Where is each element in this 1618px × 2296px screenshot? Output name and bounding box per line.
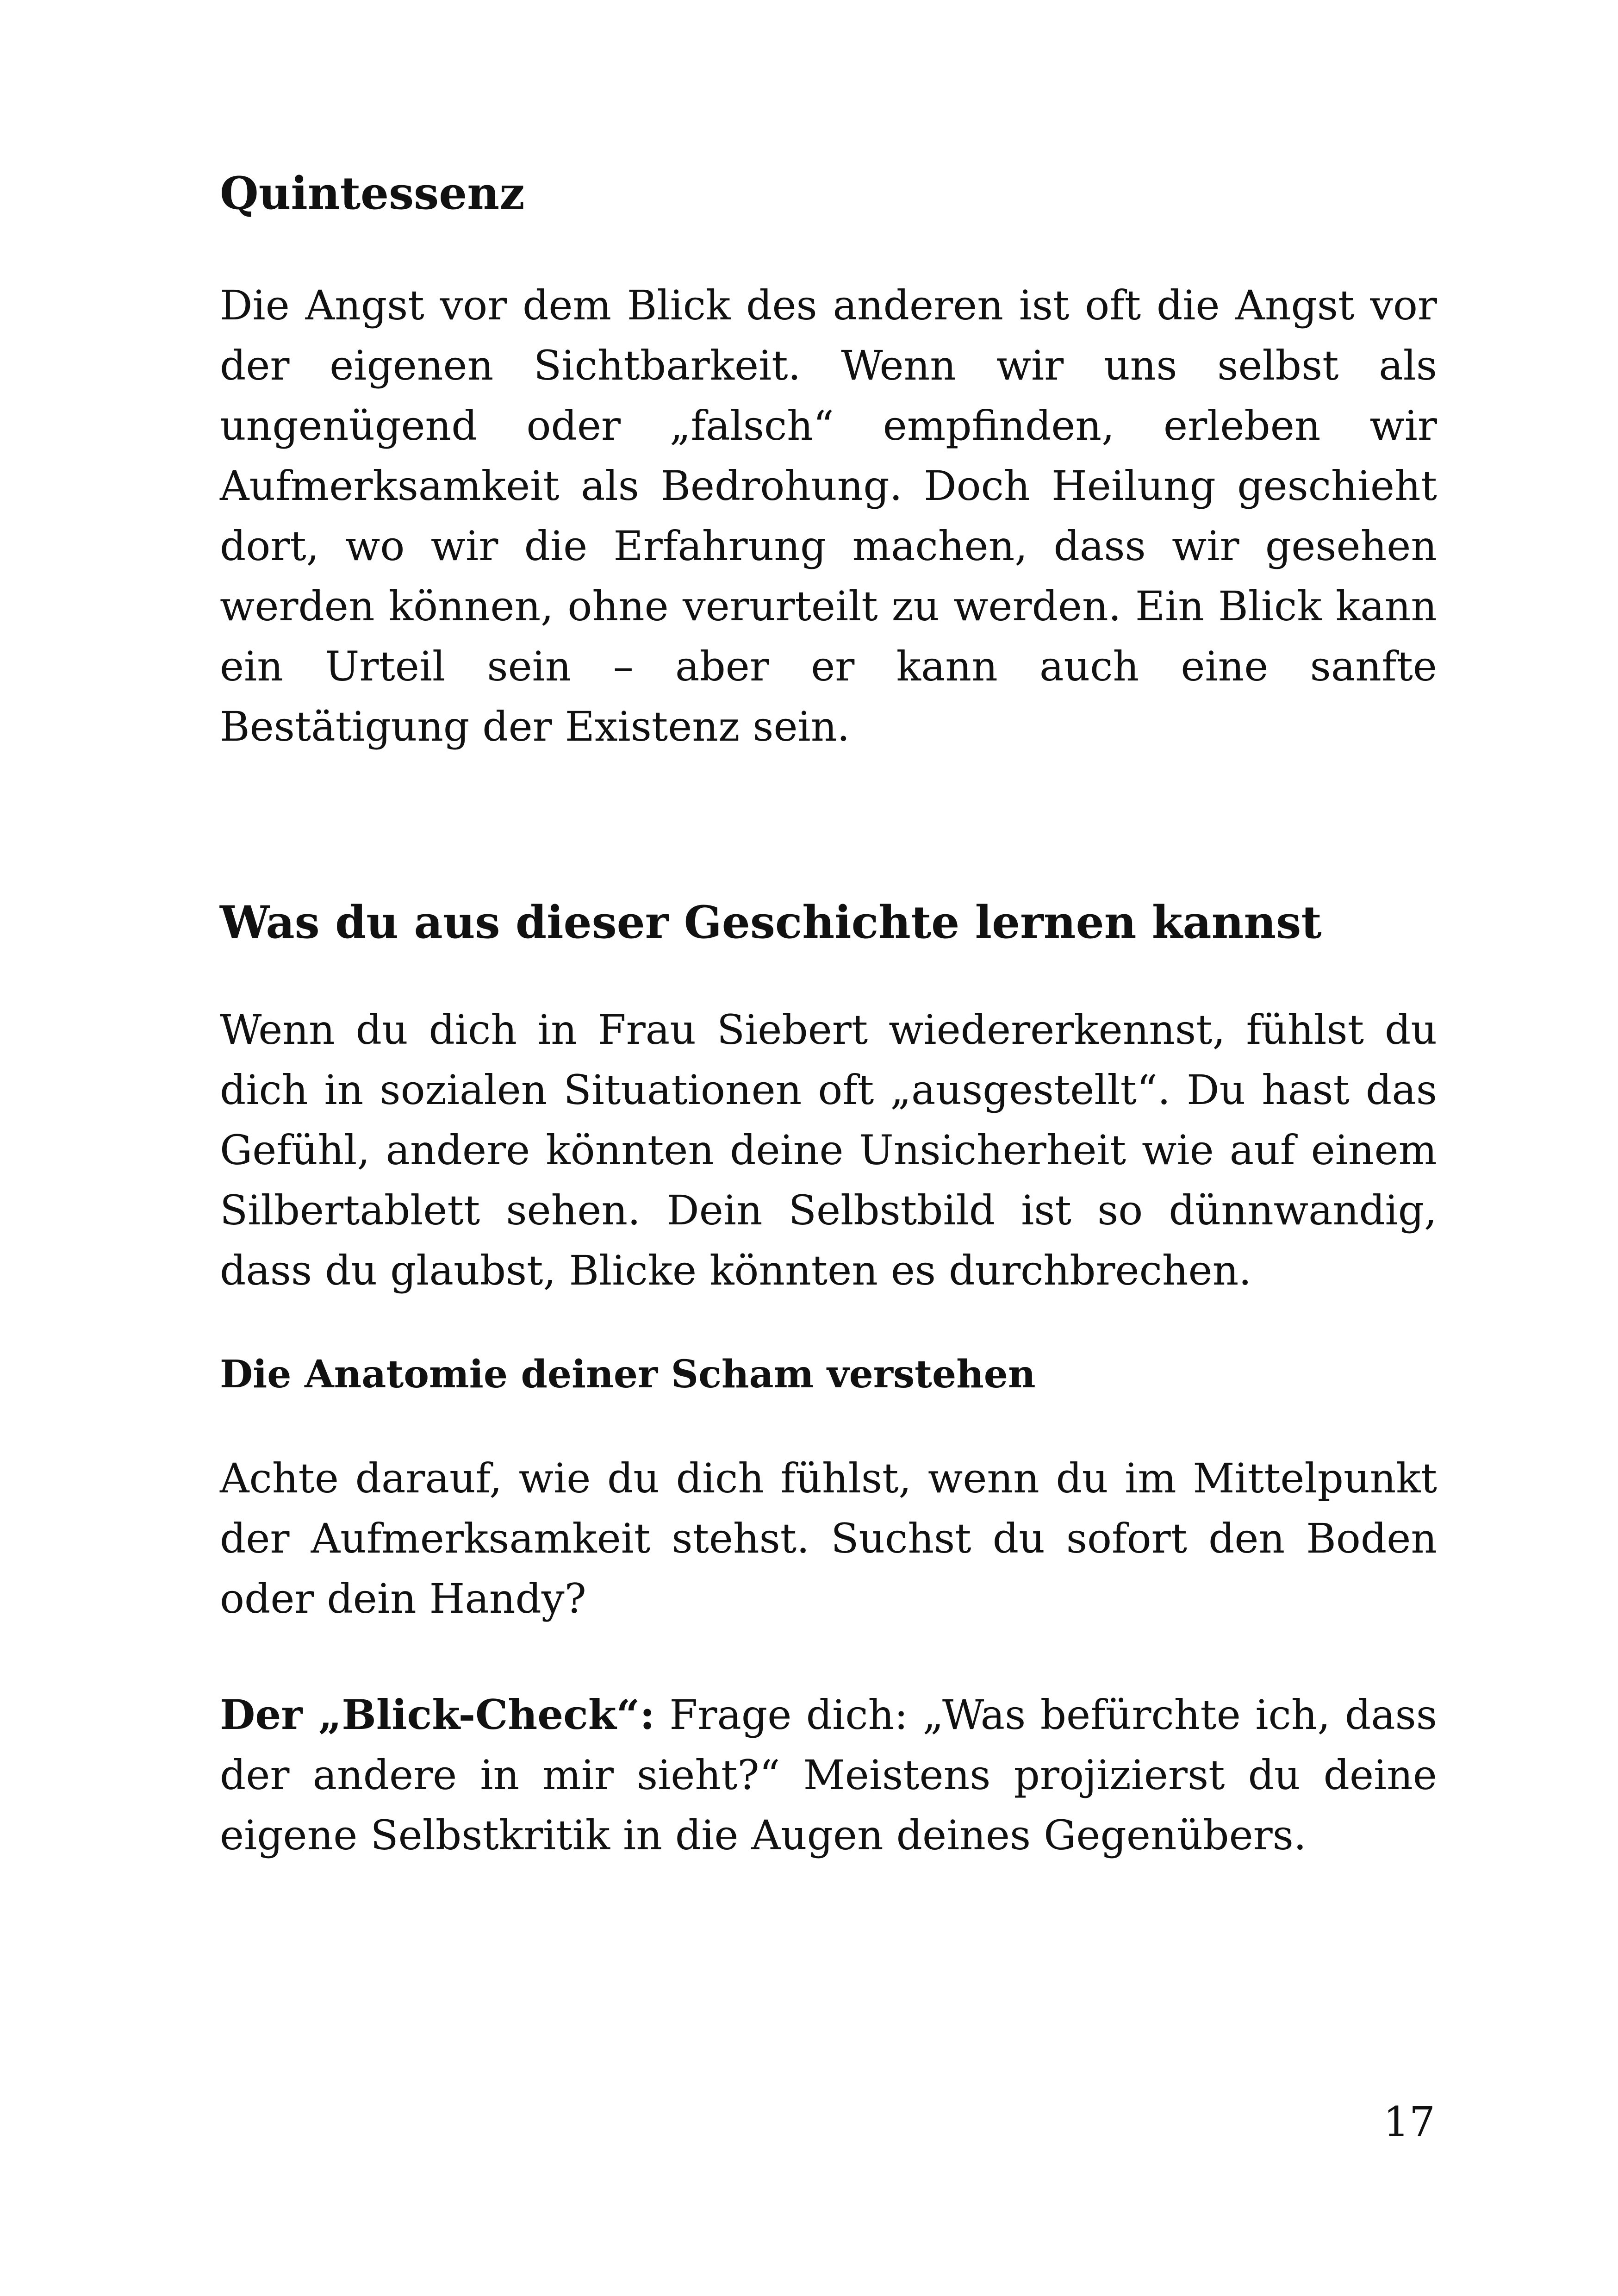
- heading-quintessenz: Quintessenz: [220, 167, 525, 219]
- blick-check-label: Der „Blick-Check“:: [220, 1690, 655, 1739]
- paragraph-lessons: Wenn du dich in Frau Siebert wiedererkennst, fühlst du dich in sozialen Situationen oft „ausgestellt“. Du hast das Gefühl, andere könnten deine Unsicherheit wie auf einem Silbertablett sehen. Dein Selbstbild ist so dünnwandig, dass du glaubst, Blicke könnten es durchbrechen.: [220, 1006, 1437, 1295]
- paragraph-quintessenz: Die Angst vor dem Blick des anderen ist oft die Angst vor der eigenen Sichtbarkeit. Wenn wir uns selbst als ungenügend oder „falsch“ empfinden, erleben wir Aufmerksamkeit als Bedrohung. Doch Heilung geschieht dort, wo wir die Erfahrung machen, dass wir gesehen werden können, ohne verurteilt zu werden. Ein Blick kann ein Urteil sein – aber er kann auch eine sanfte Bestätigung der Existenz sein.: [220, 281, 1437, 751]
- page-number: 17: [1383, 2098, 1435, 2146]
- paragraph-anatomy: Achte darauf, wie du dich fühlst, wenn du im Mittelpunkt der Aufmerksamkeit stehst. Suchst du sofort den Boden oder dein Handy?: [220, 1454, 1437, 1622]
- blick-check-text: Frage dich: „Was befürchte ich, dass der andere in mir sieht?“ Meistens projizierst du deine eigene Selbstkritik in die Augen deines Gegenübers.: [220, 1691, 1437, 1859]
- page-content: [220, 167, 1437, 1866]
- subheading-anatomy-of-shame: Die Anatomie deiner Scham verstehen: [220, 1352, 1036, 1397]
- paragraph-blick-check: [220, 1685, 1437, 1866]
- heading-lessons: Was du aus dieser Geschichte lernen kannst: [220, 896, 1322, 949]
